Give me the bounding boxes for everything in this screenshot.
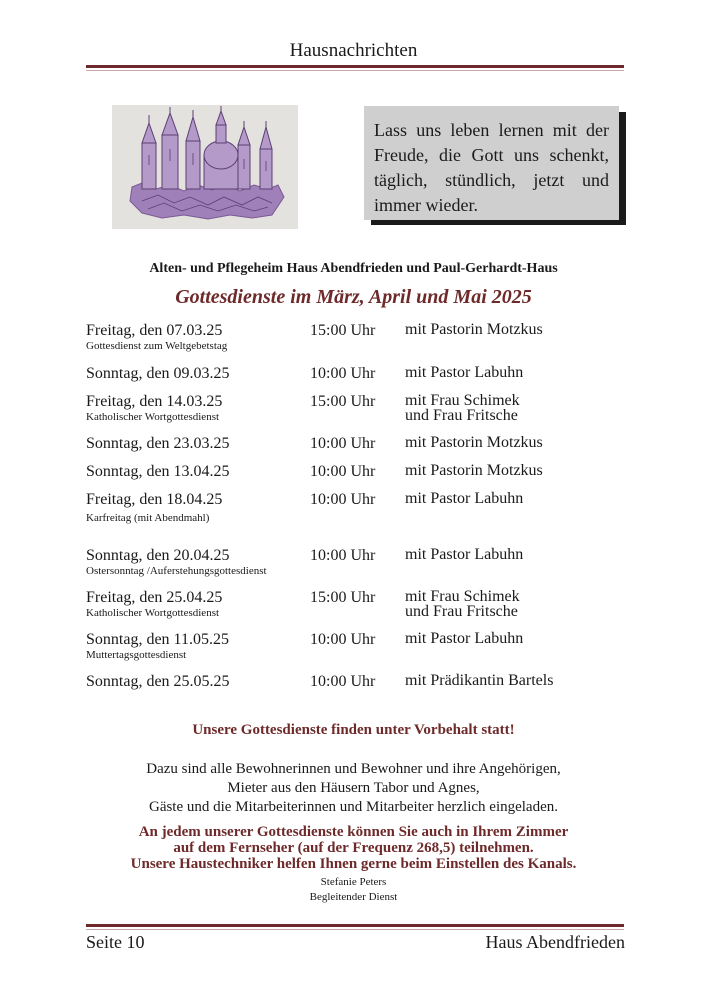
- service-officiant: mit Frau Schimek und Frau Fritsche: [405, 392, 520, 424]
- service-time: 10:00 Uhr: [310, 365, 376, 382]
- service-officiant: mit Pastor Labuhn: [405, 546, 524, 563]
- signature-name: Stefanie Peters: [320, 876, 387, 888]
- service-date: Sonntag, den 11.05.25: [86, 631, 229, 648]
- quote-line: Freude, die Gott uns schenkt,: [374, 145, 609, 165]
- institution-subtitle: Alten- und Pflegeheim Haus Abendfrieden und Paul-Gerhardt-Haus: [149, 261, 558, 276]
- service-date: Freitag, den 14.03.25: [86, 393, 223, 410]
- service-officiant: mit Prädikantin Bartels: [405, 672, 554, 689]
- service-time: 10:00 Uhr: [310, 491, 376, 508]
- quote-line: Lass uns leben lernen mit der: [374, 120, 609, 140]
- service-note: Muttertagsgottesdienst: [86, 649, 187, 661]
- service-date: Sonntag, den 20.04.25: [86, 547, 230, 564]
- tv-notice: [0, 824, 707, 872]
- service-date: Sonntag, den 25.05.25: [86, 673, 230, 690]
- service-time: 15:00 Uhr: [310, 322, 376, 339]
- services-title: Gottesdienste im März, April und Mai 2025: [175, 286, 532, 308]
- service-note: Katholischer Wortgottesdienst: [86, 411, 220, 423]
- service-officiant: mit Pastorin Motzkus: [405, 434, 543, 451]
- invitation-text: [0, 760, 707, 817]
- page-number: Seite 10: [86, 932, 145, 952]
- page-header-title: Hausnachrichten: [289, 40, 418, 61]
- service-time: 15:00 Uhr: [310, 393, 376, 410]
- tv-notice-line: auf dem Fernseher (auf der Frequenz 268,5) teilnehmen.: [173, 840, 534, 856]
- service-officiant: mit Frau Schimek und Frau Fritsche: [405, 588, 520, 620]
- invitation-line: Dazu sind alle Bewohnerinnen und Bewohner und ihre Angehörigen,: [146, 761, 561, 777]
- service-officiant: mit Pastor Labuhn: [405, 630, 524, 647]
- quote-box: [364, 106, 619, 220]
- signature: [0, 875, 707, 905]
- reservation-notice: Unsere Gottesdienste finden unter Vorbehalt statt!: [192, 722, 515, 738]
- service-officiant: mit Pastor Labuhn: [405, 490, 524, 507]
- quote-line: täglich, stündlich, jetzt und: [374, 170, 609, 190]
- service-time: 10:00 Uhr: [310, 463, 376, 480]
- footer-house-name: Haus Abendfrieden: [485, 932, 625, 952]
- service-time: 10:00 Uhr: [310, 435, 376, 452]
- signature-role: Begleitender Dienst: [309, 891, 398, 903]
- cathedral-icon: [112, 105, 298, 229]
- service-date: Sonntag, den 23.03.25: [86, 435, 230, 452]
- service-note: Katholischer Wortgottesdienst: [86, 607, 220, 619]
- service-time: 10:00 Uhr: [310, 631, 376, 648]
- service-officiant: mit Pastorin Motzkus: [405, 321, 543, 338]
- service-note: Karfreitag (mit Abendmahl): [86, 512, 210, 524]
- tv-notice-line: Unsere Haustechniker helfen Ihnen gerne beim Einstellen des Kanals.: [130, 856, 577, 872]
- service-date: Freitag, den 25.04.25: [86, 589, 223, 606]
- service-date: Sonntag, den 09.03.25: [86, 365, 230, 382]
- service-date: Sonntag, den 13.04.25: [86, 463, 230, 480]
- service-time: 10:00 Uhr: [310, 547, 376, 564]
- invitation-line: Gäste und die Mitarbeiterinnen und Mitarbeiter herzlich eingeladen.: [148, 799, 558, 815]
- service-officiant: mit Pastorin Motzkus: [405, 462, 543, 479]
- service-note: Ostersonntag /Auferstehungsgottesdienst: [86, 565, 267, 577]
- tv-notice-line: An jedem unserer Gottesdienste können Sie auch in Ihrem Zimmer: [138, 824, 569, 840]
- invitation-line: Mieter aus den Häusern Tabor und Agnes,: [227, 780, 480, 796]
- footer-rule: [86, 924, 624, 930]
- service-date: Freitag, den 07.03.25: [86, 322, 223, 339]
- service-time: 10:00 Uhr: [310, 673, 376, 690]
- church-illustration: [112, 105, 298, 229]
- service-note: Gottesdienst zum Weltgebetstag: [86, 340, 228, 352]
- header-rule: [86, 65, 624, 71]
- service-date: Freitag, den 18.04.25: [86, 491, 223, 508]
- service-time: 15:00 Uhr: [310, 589, 376, 606]
- service-officiant: mit Pastor Labuhn: [405, 364, 524, 381]
- quote-line: immer wieder.: [374, 195, 478, 215]
